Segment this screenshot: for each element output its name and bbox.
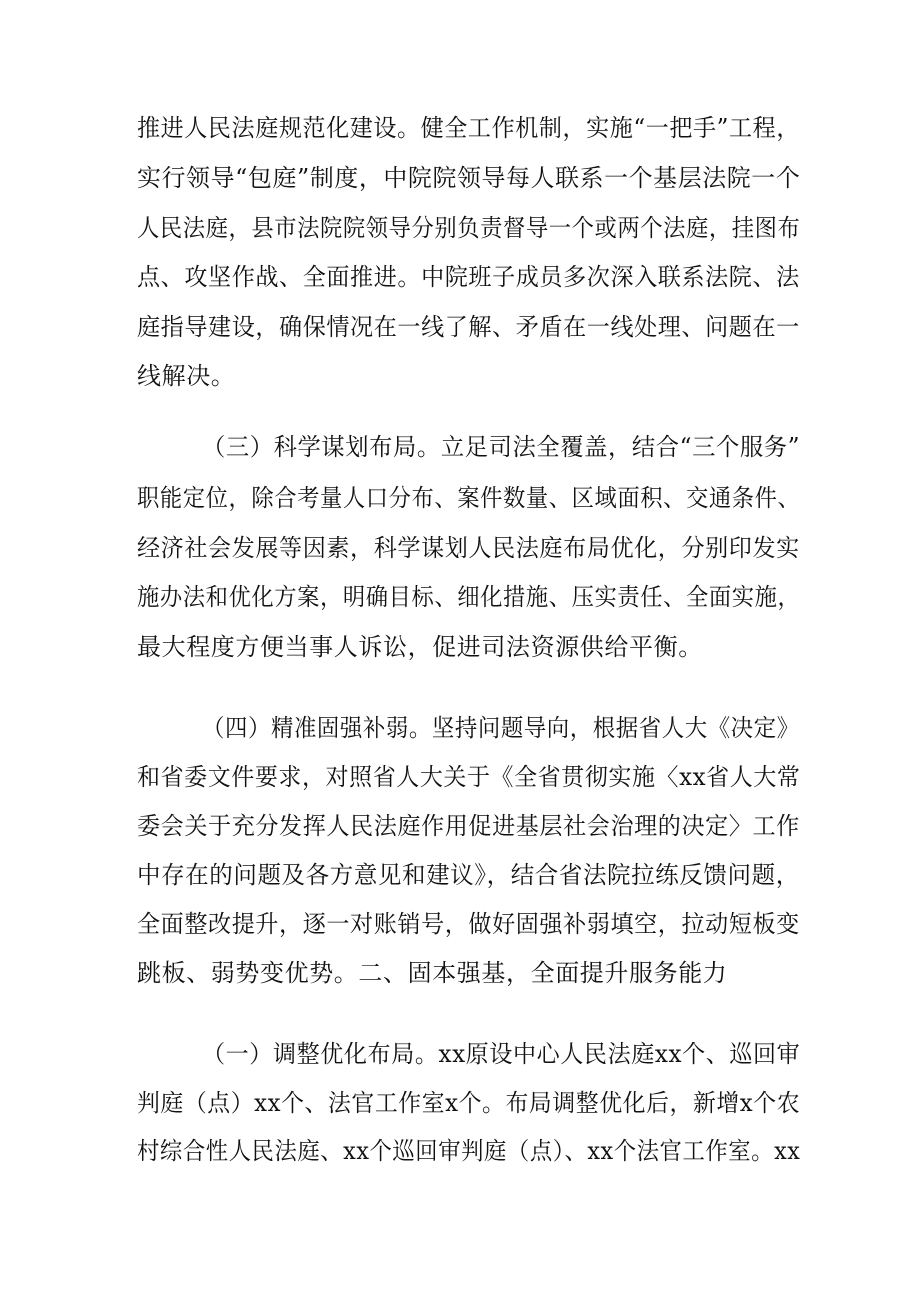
paragraph-3-line-4: 中存在的问题及各方意见和建议》，结合省法院拉练反馈问题， [137,861,800,889]
paragraph-1-line-6: 线解决。 [137,362,236,390]
paragraph-1-line-2: 实行领导“包庭”制度，中院院领导每人联系一个基层法院一个 [137,164,801,192]
paragraph-2-line-4: 施办法和优化方案，明确目标、细化措施、压实责任、全面实施， [137,583,801,611]
paragraph-3-line-5: 全面整改提升，逐一对账销号，做好固强补弱填空，拉动短板变 [137,910,800,938]
paragraph-1-line-4: 点、攻坚作战、全面推进。中院班子成员多次深入联系法院、法 [137,263,800,291]
paragraph-3-line-2: 和省委文件要求，对照省人大关于《全省贯彻实施〈xx省人大常 [137,763,801,791]
paragraph-4-line-1: （一）调整优化布局。xx原设中心人民法庭xx个、巡回审 [202,1040,801,1068]
paragraph-2-line-3: 经济社会发展等因素，科学谋划人民法庭布局优化，分别印发实 [137,534,800,562]
paragraph-3-line-3: 委会关于充分发挥人民法庭作用促进基层社会治理的决定〉工作 [137,812,800,840]
paragraph-1-line-3: 人民法庭，县市法院院领导分别负责督导一个或两个法庭，挂图布 [137,214,801,242]
paragraph-4-line-3: 村综合性人民法庭、xx个巡回审判庭（点）、xx个法官工作室。xx [137,1137,801,1165]
paragraph-1-line-5: 庭指导建设，确保情况在一线了解、矛盾在一线处理、问题在一 [137,313,800,341]
paragraph-2-line-5: 最大程度方便当事人诉讼，促进司法资源供给平衡。 [137,633,703,661]
paragraph-2-line-1: （三）科学谋划布局。立足司法全覆盖，结合“三个服务” [202,433,801,461]
paragraph-2-line-2: 职能定位，除合考量人口分布、案件数量、区域面积、交通条件、 [137,484,801,512]
paragraph-3-line-6: 跳板、弱势变优势。二、固本强基，全面提升服务能力 [137,959,728,987]
paragraph-3-line-1: （四）精准固强补弱。坚持问题导向，根据省人大《决定》 [202,714,800,742]
paragraph-1-line-1: 推进人民法庭规范化建设。健全工作机制，实施“一把手”工程， [137,114,800,142]
paragraph-4-line-2: 判庭（点）xx个、法官工作室x个。布局调整优化后，新增x个农 [137,1089,801,1117]
